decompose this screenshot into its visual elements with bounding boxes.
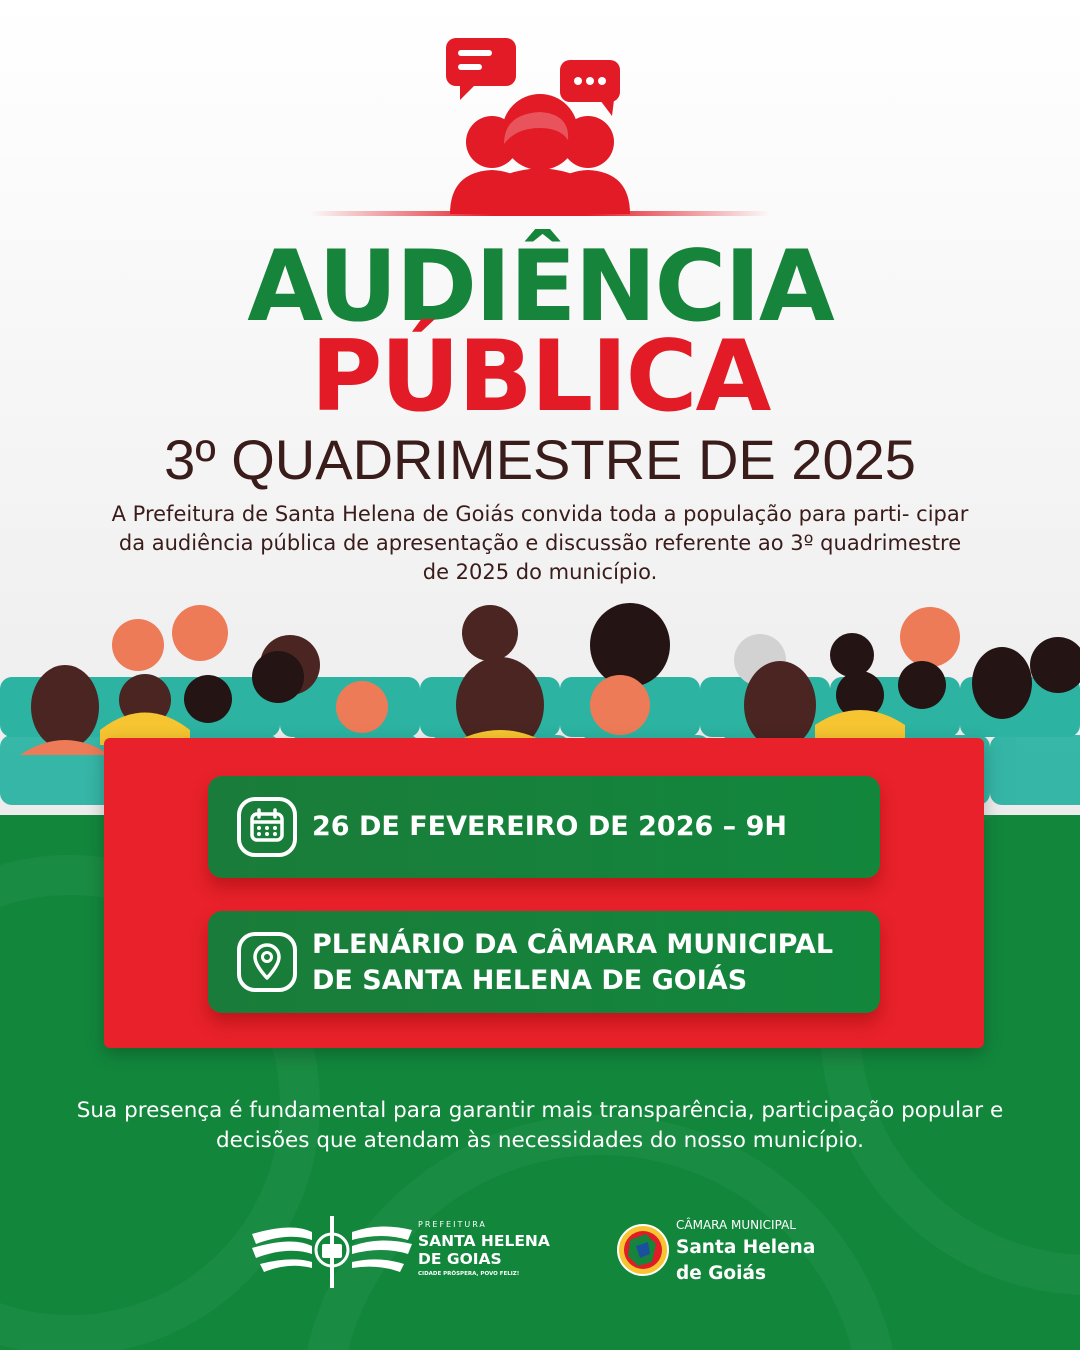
title-underline [310,211,770,216]
event-location-line-2: DE SANTA HELENA DE GOIÁS [312,965,748,996]
subtitle: 3º QUADRIMESTRE DE 2025 [164,428,916,491]
event-location [312,927,860,999]
camara-seal-icon [616,1218,670,1284]
prefeitura-flag-icon [252,1216,412,1288]
prefeitura-logo [252,1216,552,1288]
camara-label: CÂMARA MUNICIPAL [676,1218,796,1232]
intro-paragraph: A Prefeitura de Santa Helena de Goiás convida toda a população para parti- cipar da audiência pública de apresentação e discussão referente ao 3º quadrimestre de 2025 do município. [111,502,969,584]
prefeitura-name-2: DE GOIAS [418,1250,502,1268]
camara-name-1: Santa Helena [676,1237,816,1258]
event-date: 26 DE FEVEREIRO DE 2026 – 9H [312,811,787,842]
event-location-box [208,911,880,1013]
camara-name-2: de Goiás [676,1263,766,1284]
event-location-line-1: PLENÁRIO DA CÂMARA MUNICIPAL [312,929,834,960]
location-pin-icon [236,931,298,993]
prefeitura-name-1: SANTA HELENA [418,1232,550,1250]
camara-logo [616,1212,856,1288]
event-date-box [208,776,880,878]
prefeitura-label: PREFEITURA [418,1220,487,1229]
calendar-icon [236,796,298,858]
title-line-1: AUDIÊNCIA [247,230,833,344]
audience-people-icon [420,32,660,217]
title-line-2: PÚBLICA [310,320,770,434]
prefeitura-slogan: CIDADE PRÓSPERA, POVO FELIZ! [418,1271,520,1277]
closing-message: Sua presença é fundamental para garantir mais transparência, participação popular e decisões que atendam às necessidades do nosso município. [76,1098,1004,1153]
